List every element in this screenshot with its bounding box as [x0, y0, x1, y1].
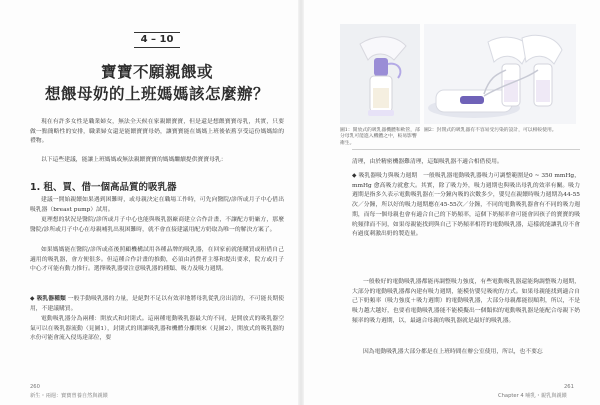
bullet-text: 一般手動吸乳器的力量，是絕對不足以有效率地將母乳從乳房出清的，不可能長期使用，不建議購買。 [30, 296, 284, 312]
section-heading: 1. 租、買、借一個高品質的吸乳器 [30, 182, 177, 193]
caption-figure-1: 圖1：開放式的吸乳器機體和軟管，部分母乳可能進入機體之中，較易影響衛生。 [340, 128, 420, 146]
bullet-paragraph [30, 295, 284, 314]
chapter-title-line1: 寶寶不願親餵或 [100, 63, 213, 81]
intro-paragraph-1: 現在有許多女性是職業婦女，無法全天候在家親餵寶寶，但是還是想餵寶寶母乳，其實，只要做一點簡略性的安排，職業婦女還是能餵寶寶母奶，讓寶寶能在媽媽上班後依舊享受這份媽媽給的禮物。 [30, 119, 284, 145]
left-running-head: 新生・兩週：寶寶曾養自然與親餵 [30, 393, 108, 399]
more-paragraph: 電動吸乳器分為兩種：開放式和封閉式。這兩種電動吸乳器最大的不同，是開放式的吸乳器空氣可以在吸乳器流動（見圖1），封閉式的則讓吸乳器和機體分離開來（見圖2），開放式的吸乳器的水份可能會流入侵馬達部位，要 [30, 316, 284, 342]
right-page [312, 0, 582, 405]
photo-closed-pump [424, 24, 576, 124]
caption-divider [352, 149, 580, 150]
chapter-title-line2: 想餵母奶的上班媽媽該怎麼辦？ [44, 85, 269, 103]
bullet-label: ◆ 吸乳器種類 [30, 296, 66, 302]
right-paragraph-2: ◆ 吸乳器吸力與吸力週期 一般吸乳器電動吸乳器吸力可調整範圍是0 ~ 350 mmHg，mmHg 愈高吸力就愈大。其實，除了吸力外，吸力週期也與吸出母乳的效率有關。吸力週期是指多久表示電動吸乳器在一分鐘內吸的次數多少，嬰兒在親餵時吸力週期為44-55次／分鐘，所以好的吸力週期應在45-55次／分鐘，不同的電動吸乳器會有不同的吸力週期，而每一個母親也會有適合自己的下奶頻率，這個下奶頻率會可能會因孩子的寶寶的吸吮頻律而不同，如果母親能找到與自己下奶頻率相符的電動吸乳器，這樣就能讓乳房不會有過度刺激出奶的製造量。 [352, 173, 580, 238]
right-page-number: 261 [564, 384, 574, 390]
book-gutter [298, 0, 304, 405]
left-page [26, 0, 288, 405]
section-paragraph-1: 建議一開始親餵如果遇到困難時，或母親決定在職場工作時，可先向醫院/診所或月子中心借出吸乳器（breast pump）試用。 [30, 197, 284, 213]
intro-paragraph-2: 以下這些建議，能讓上班媽媽或無法親餵寶寶的媽媽繼續提供寶寶母乳： [41, 157, 227, 163]
section-paragraph-2: 更理想的狀況是醫院/診所或月子中心也能與吸乳器廠商建立合作計畫，不讓配方奶廠方，那麼醫院/診所或月子中心在母親哺乳出現困難時，就不會直接建議用配方奶取為唯一的解決方案了。 [30, 217, 284, 233]
section-paragraph-3: 如果媽媽能在醫院/診所或產後照顧機構試用各種品牌的吸乳器，在回家前就能購買或租借自己適用的吸乳器，會方便很多。但這種合作計畫的推動，必須由消費者主導和提出要求，院方或月子中心才可能有動力推行。選擇吸乳器要注意吸乳器的種類、吸力及吸力週期。 [30, 247, 284, 273]
right-running-head: Chapter 4 哺乳・親乳與親餵 [498, 393, 567, 399]
right-paragraph-1: 清理，由於精密機器難清理，這類吸乳器不適合相借使用。 [352, 159, 503, 165]
photo-open-pump [340, 24, 420, 124]
closed-pump-image [424, 24, 576, 124]
chapter-number: 4 – 10 [134, 32, 180, 48]
right-paragraph-3: 一般較好的電動吸乳器都能再調整吸力強度，有些電動吸乳器還能夠調整吸力週期，大部分的電動吸乳器都內建有吸力週期，能模仿嬰兒吸吮的方式。如果母親能找到適合自己下奶頻率（吸力強度＋吸力週期）的電動吸乳器，大部分母親都能很順利，所以，不是吸力越大越好，也要看電動吸乳器能不能模擬出一個類似的電動吸乳器是能配合母親下奶頻率的吸力週期，以，最適合母親的吸乳器就是最好的吸乳器。 [352, 279, 580, 324]
caption-figure-2: 圖2：封閉式的吸乳器有不容易受污染的設計，可以相較使用。 [424, 128, 557, 133]
right-paragraph-4: 因為電動吸乳器大部分都是在上班時間在辦公室使用，所以，也不要忘 [363, 349, 543, 355]
open-pump-image [340, 24, 420, 124]
left-page-number: 260 [30, 384, 40, 390]
